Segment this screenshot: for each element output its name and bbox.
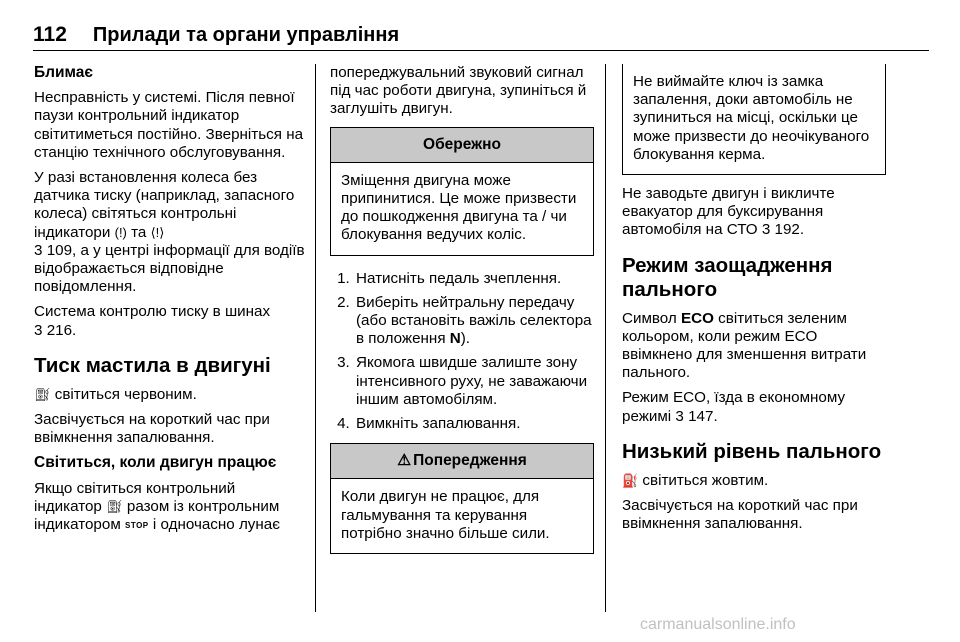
steps-list bbox=[330, 270, 594, 434]
paragraph-spare-wheel: У разі встановлення колеса без датчика тиску (наприклад, запасного колеса) світяться контрольні індикатори (!) та ⟨!⟩ 3 109, а у центрі інформації для водіїв відображається відповідне повідомлення. bbox=[34, 169, 305, 296]
column-1 bbox=[34, 64, 306, 542]
column-2 bbox=[330, 64, 594, 564]
column-3 bbox=[622, 64, 890, 540]
list-item: 4. Вимкніть запалювання. bbox=[354, 415, 594, 433]
heading-blink: Блимає bbox=[34, 64, 93, 81]
paragraph-fuel-ignition: Засвічується на короткий час при ввімкнення запалювання. bbox=[622, 497, 858, 533]
watermark: carmanualsonline.info bbox=[640, 616, 796, 633]
warning-title: ⚠ Попередження bbox=[331, 444, 593, 479]
eco-symbol: ECO bbox=[681, 309, 714, 327]
paragraph-continuation: попереджувальний звуковий сигнал під час роботи двигуна, зупиніться й заглушіть двигун. bbox=[330, 64, 587, 118]
paragraph-fault: Несправність у системі. Після певної паузи контрольний індикатор світитиметься постійно. Зверніться на станцію технічного обслуговування. bbox=[34, 89, 304, 161]
list-item: 3. Якомога швидше залиште зону інтенсивного руху, не заважаючи іншим автомобілям. bbox=[354, 354, 594, 409]
warning-box-continued bbox=[622, 64, 886, 175]
paragraph-tow: Не заводьте двигун і викличте евакуатор для буксирування автомобіля на СТО 3 192. bbox=[622, 185, 835, 239]
paragraph-eco: Символ ECO світиться зеленим кольором, коли режим ECO ввімкнено для зменшення витрати пального. bbox=[622, 309, 867, 382]
paragraph-engine-running: Якщо світиться контрольний індикатор ⛽︎ разом із контрольним індикатором STOP і одночасно лунає bbox=[34, 479, 280, 534]
warning-box bbox=[330, 443, 594, 554]
oil-can-icon: ⛽︎ bbox=[34, 386, 51, 402]
fuel-pump-icon: ⛽ bbox=[622, 472, 639, 488]
caution-body: Зміщення двигуна може припинитися. Це може призвести до пошкодження двигуна та / чи блокування ведучих коліс. bbox=[341, 171, 577, 244]
heading-eco: Режим заощадження пального bbox=[622, 253, 833, 301]
stop-icon: STOP bbox=[125, 521, 149, 531]
caution-box bbox=[330, 127, 594, 256]
heading-engine-running: Світиться, коли двигун працює bbox=[34, 454, 277, 472]
list-item: 1. Натисніть педаль зчеплення. bbox=[354, 270, 594, 288]
warning-body: Коли двигун не працює, для гальмування та керування потрібно значно більше сили. bbox=[341, 488, 550, 542]
paragraph-oil-ignition: Засвічується на короткий час при ввімкнення запалювання. bbox=[34, 411, 270, 447]
paragraph-eco-mode: Режим ECO, їзда в економному режимі 3 147. bbox=[622, 389, 846, 425]
column-divider-2 bbox=[605, 64, 606, 612]
paragraph-tpms: Система контролю тиску в шинах 3 216. bbox=[34, 303, 271, 339]
warning-body-continued: Не виймайте ключ із замка запалення, доки автомобіль не зупиниться на місці, оскільки це може призвести до неочікуваного блокування керма. bbox=[633, 73, 870, 163]
warning-triangle-icon: ⚠ bbox=[397, 452, 412, 470]
list-item: 2. Виберіть нейтральну передачу (або встановіть важіль селектора в положення N). bbox=[354, 294, 594, 349]
chapter-title: Прилади та органи управління bbox=[92, 23, 400, 46]
column-divider-1 bbox=[315, 64, 316, 612]
page-header bbox=[33, 20, 929, 51]
paragraph-fuel-yellow: ⛽ світиться жовтим. bbox=[622, 471, 769, 489]
ref-arrow-icon: 3 bbox=[34, 241, 43, 259]
oil-can-icon: ⛽︎ bbox=[106, 498, 123, 514]
heading-low-fuel: Низький рівень пального bbox=[622, 439, 882, 463]
page-number: 112 bbox=[33, 23, 67, 46]
ref-arrow-icon: 3 bbox=[761, 221, 771, 239]
tire-pressure-icon: (!) bbox=[114, 224, 127, 240]
ref-arrow-icon: 3 bbox=[34, 321, 43, 339]
warning-message-icon: ⟨!⟩ bbox=[150, 224, 165, 240]
heading-oil-pressure: Тиск мастила в двигуні bbox=[34, 353, 271, 377]
paragraph-oil-red: ⛽︎ світиться червоним. bbox=[34, 385, 197, 403]
caution-title: Обережно bbox=[331, 128, 593, 163]
ref-arrow-icon: 3 bbox=[675, 407, 684, 425]
